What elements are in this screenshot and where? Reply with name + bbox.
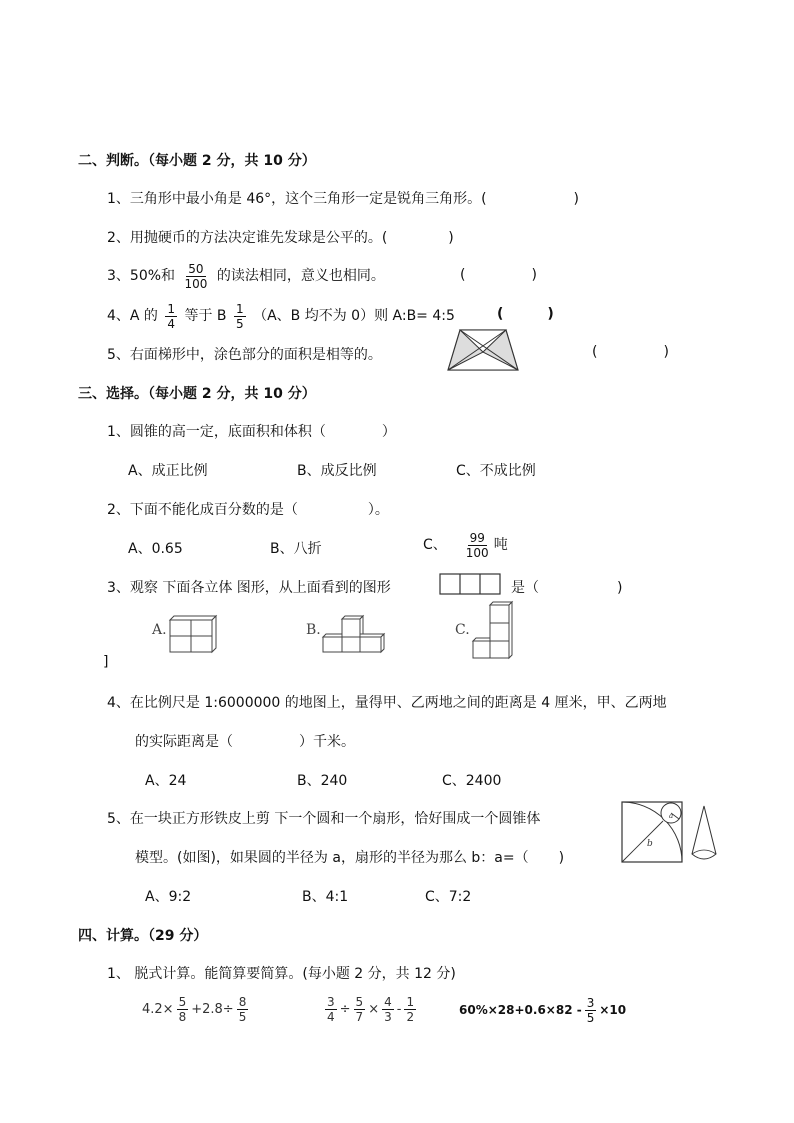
- square-sector-figure: [620, 800, 720, 864]
- choice-q3: 3、观察 下面各立体 图形，从上面看到的图形: [107, 580, 391, 596]
- judge-item-4: 4、A 的 $\frac{1}{4}$ 等于 B $\frac{1}{5}$ （A、B 均不为 0）则 A:B= 4:5: [107, 301, 455, 331]
- judge-item-2: 2、用抛硬币的方法决定谁先发球是公平的。( ): [107, 230, 454, 246]
- label-a: a: [669, 812, 674, 820]
- choice-q3-tail: 是（ ): [511, 580, 623, 596]
- judge-item-1-text: 1、三角形中最小角是 46°，这个三角形一定是锐角三角形。(: [107, 191, 487, 207]
- judge-item-1: 1、三角形中最小角是 46°，这个三角形一定是锐角三角形。( ): [107, 191, 580, 207]
- choice-q1-option-b: B、成反比例: [297, 463, 377, 479]
- fraction: $\frac{99}{100}$: [465, 530, 489, 560]
- section-calc-title: 四、计算。（29 分）: [78, 928, 208, 944]
- fraction: $\frac{1}{4}$: [167, 301, 176, 331]
- choice-q5-line2: 模型。(如图)，如果圆的半径为 a，扇形的半径为那么 b：a=（ ): [135, 850, 565, 866]
- solid-figure-a: [168, 612, 220, 654]
- choice-q1: 1、圆锥的高一定，底面积和体积（ ）: [107, 424, 396, 440]
- judge-item-4-bracket[interactable]: ( ): [497, 306, 554, 322]
- figure-label-a: A.: [152, 622, 167, 638]
- solid-figure-c: [470, 600, 522, 662]
- choice-q5-option-a: A、9:2: [145, 889, 192, 905]
- expression-3: 60%×28+0.6×82 - $\frac{3}{5}$ ×10: [459, 996, 627, 1025]
- choice-q4-line2: 的实际距离是（ ）千米。: [135, 734, 355, 750]
- choice-q4-line1: 4、在比例尺是 1:6000000 的地图上，量得甲、乙两地之间的距离是 4 厘米，甲、乙两地: [107, 695, 667, 711]
- choice-q2-option-b: B、八折: [270, 541, 322, 557]
- figure-label-b: B.: [306, 622, 321, 638]
- judge-item-3: 3、50%和 $\frac{50}{100}$ 的读法相同，意义也相同。: [107, 261, 385, 291]
- choice-q4-option-c: C、2400: [442, 773, 502, 789]
- label-b: b: [647, 839, 653, 849]
- judge-item-5-bracket[interactable]: ( ): [592, 344, 669, 360]
- section-judge-title: 二、判断。（每小题 2 分，共 10 分）: [78, 153, 316, 169]
- choice-q1-option-c: C、不成比例: [456, 463, 536, 479]
- solid-figure-b: [320, 612, 390, 654]
- choice-q2-option-c: C、 $\frac{99}{100}$ 吨: [423, 530, 508, 560]
- choice-q5-option-c: C、7:2: [425, 889, 472, 905]
- choice-q4-option-b: B、240: [297, 773, 348, 789]
- expression-2: $\frac{3}{4}$ ÷ $\frac{5}{7}$ × $\frac{4}{3}$ - $\frac{1}{2}$: [327, 995, 415, 1024]
- top-view-figure: [439, 573, 501, 595]
- choice-q4-option-a: A、24: [145, 773, 187, 789]
- choice-q2: 2、下面不能化成百分数的是（ ）。: [107, 502, 389, 518]
- choice-q5-line1: 5、在一块正方形铁皮上剪 下一个圆和一个扇形，恰好围成一个圆锥体: [107, 811, 541, 827]
- figure-label-c: C.: [455, 622, 470, 638]
- stray-bracket: ]: [103, 654, 109, 670]
- choice-q5-option-b: B、4:1: [302, 889, 349, 905]
- judge-item-5: 5、右面梯形中，涂色部分的面积是相等的。: [107, 347, 382, 363]
- judge-item-3-bracket[interactable]: ( ): [460, 267, 537, 283]
- expression-1: 4.2× $\frac{5}{8}$ +2.8÷ $\frac{8}{5}$: [142, 995, 247, 1024]
- section-choice-title: 三、选择。（每小题 2 分，共 10 分）: [78, 386, 316, 402]
- trapezoid-figure: [446, 328, 520, 372]
- calc-sub1-title: 1、 脱式计算。能简算要简算。(每小题 2 分，共 12 分): [107, 966, 456, 982]
- fraction: $\frac{50}{100}$: [184, 261, 208, 291]
- fraction: $\frac{1}{5}$: [236, 301, 244, 331]
- choice-q1-option-a: A、成正比例: [128, 463, 208, 479]
- choice-q2-option-a: A、0.65: [128, 541, 183, 557]
